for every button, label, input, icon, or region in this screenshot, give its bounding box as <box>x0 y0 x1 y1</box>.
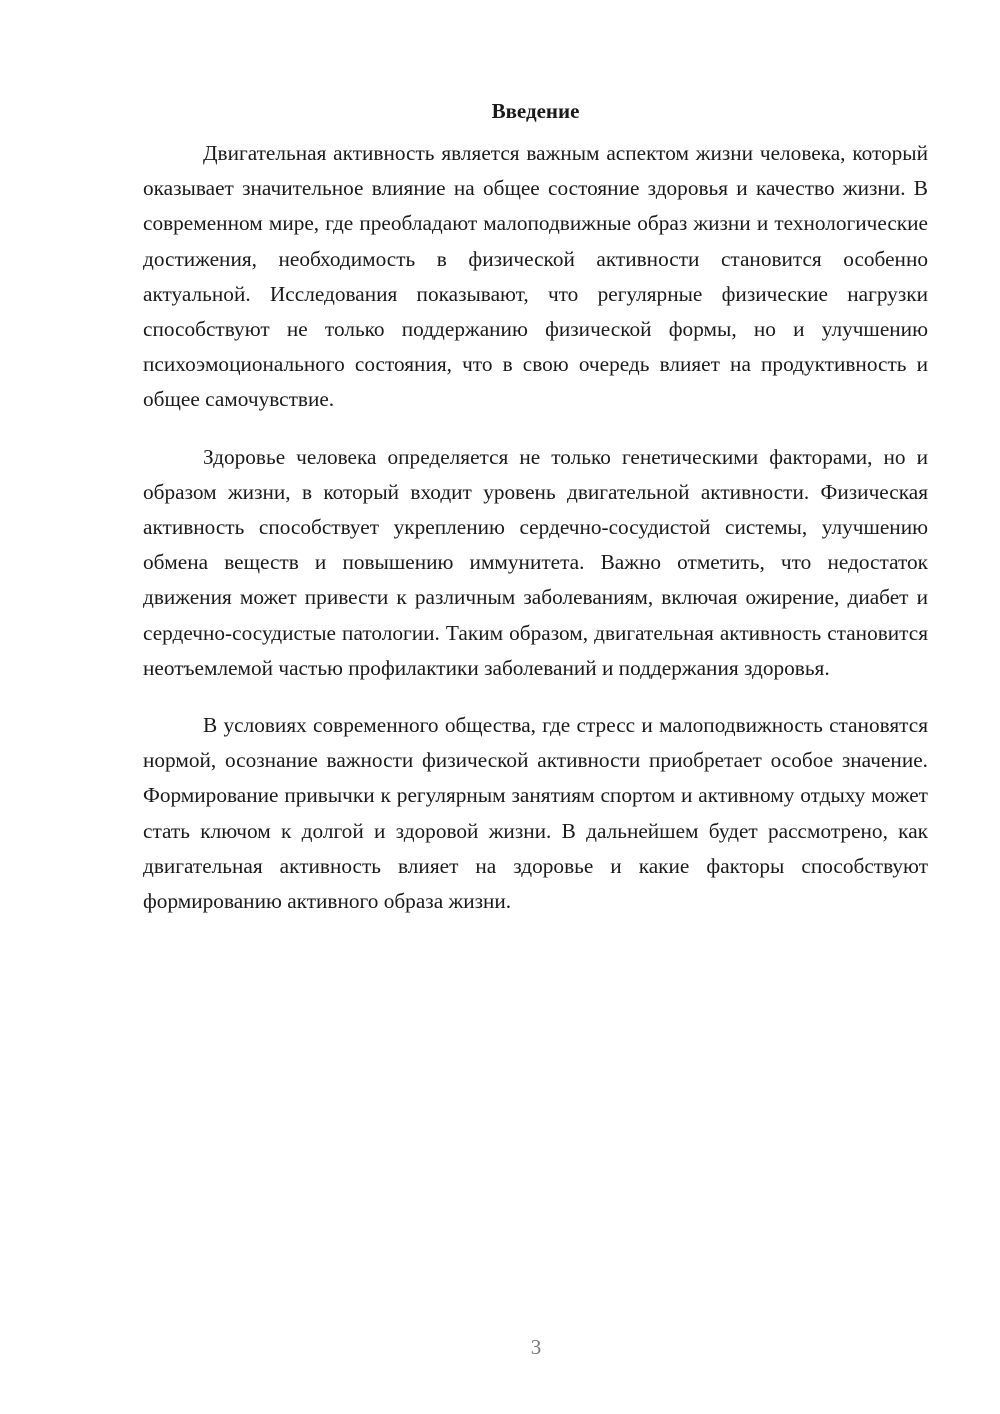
paragraph-2: Здоровье человека определяется не только генетическими факторами, но и образом жизни, в который входит уровень двигательной активности. Физическая активность способствует укреплению сердечно-сосудистой системы, улучшению обмена веществ и повышению иммунитета. Важно отметить, что недостаток движения может привести к различным заболеваниям, включая ожирение, диабет и сердечно-сосудистые патологии. Таким образом, двигательная активность становится неотъемлемой частью профилактики заболеваний и поддержания здоровья. <box>143 444 928 680</box>
paragraph-1: Двигательная активность является важным аспектом жизни человека, который оказывает значительное влияние на общее состояние здоровья и качество жизни. В современном мире, где преобладают малоподвижные образ жизни и технологические достижения, необходимость в физической активности становится особенно актуальной. Исследования показывают, что регулярные физические нагрузки способствуют не только поддержанию физической формы, но и улучшению психоэмоционального состояния, что в свою очередь влияет на продуктивность и общее самочувствие. <box>143 141 928 412</box>
section-title: Введение <box>491 99 580 123</box>
paragraph-3: В условиях современного общества, где стресс и малоподвижность становятся нормой, осознание важности физической активности приобретает особое значение. Формирование привычки к регулярным занятиям спортом и активному отдыху может стать ключом к долгой и здоровой жизни. В дальнейшем будет рассмотрено, как двигательная активность влияет на здоровье и какие факторы способствуют формированию активного образа жизни. <box>143 713 928 914</box>
page-content <box>143 96 928 941</box>
page-number: 3 <box>530 1335 542 1359</box>
